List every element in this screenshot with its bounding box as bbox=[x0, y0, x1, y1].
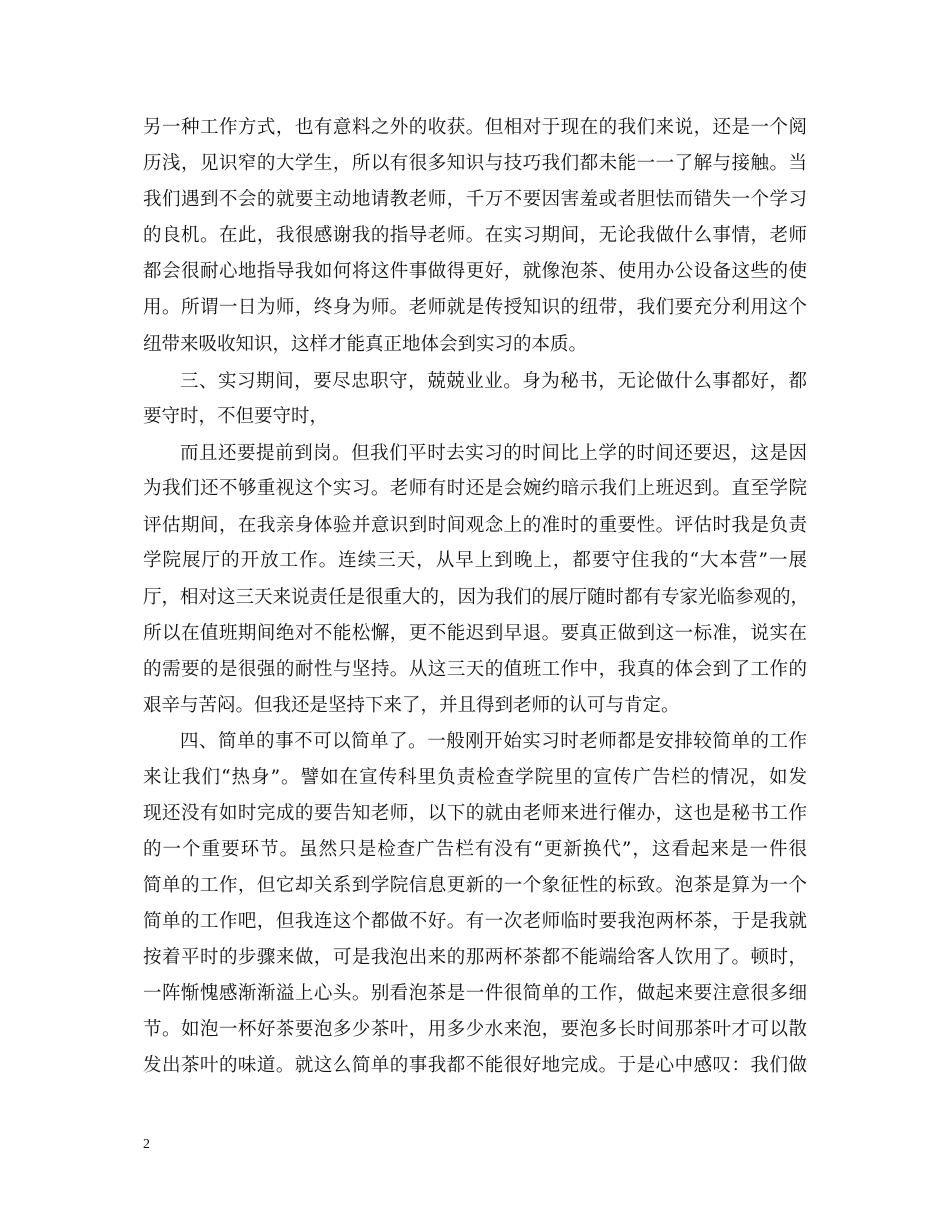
text-line: 按着平时的步骤来做，可是我泡出来的那两杯茶都不能端给客人饮用了。顿时， bbox=[143, 947, 807, 968]
text-line: 纽带来吸收知识，这样才能真正地体会到实习的本质。 bbox=[143, 334, 588, 355]
text-line: 要守时，不但要守时， bbox=[143, 406, 329, 427]
paragraph-start-line: 而且还要提前到岗。但我们平时去实习的时间比上学的时间还要迟，这是因 bbox=[180, 443, 807, 464]
text-line: 现还没有如时完成的要告知老师，以下的就由老师来进行催办，这也是秘书工作 bbox=[143, 803, 807, 824]
text-line: 厅，相对这三天来说责任是很重大的，因为我们的展厅随时都有专家光临参观的， bbox=[143, 587, 810, 608]
text-line: 的良机。在此，我很感谢我的指导老师。在实习期间，无论我做什么事情，老师 bbox=[143, 225, 807, 246]
text-line: 来让我们“热身”。譬如在宣传科里负责检查学院里的宣传广告栏的情况，如发 bbox=[143, 767, 807, 788]
text-line: 发出茶叶的味道。就这么简单的事我都不能很好地完成。于是心中感叹：我们做 bbox=[143, 1055, 807, 1076]
text-line: 简单的工作吧，但我连这个都做不好。有一次老师临时要我泡两杯茶，于是我就 bbox=[143, 911, 807, 932]
text-line: 历浅，见识窄的大学生，所以有很多知识与技巧我们都未能一一了解与接触。当 bbox=[143, 153, 807, 174]
paragraph-start-line: 三、实习期间，要尽忠职守，兢兢业业。身为秘书，无论做什么事都好，都 bbox=[180, 371, 807, 392]
text-line: 的需要的是很强的耐性与坚持。从这三天的值班工作中，我真的体会到了工作的 bbox=[143, 659, 807, 680]
text-line: 的一个重要环节。虽然只是检查广告栏有没有“更新换代”，这看起来是一件很 bbox=[143, 839, 807, 860]
text-line: 节。如泡一杯好茶要泡多少茶叶，用多少水来泡，要泡多长时间那茶叶才可以散 bbox=[143, 1019, 807, 1040]
text-line: 用。所谓一日为师，终身为师。老师就是传授知识的纽带，我们要充分利用这个 bbox=[143, 297, 807, 318]
paragraph-start-line: 四、简单的事不可以简单了。一般刚开始实习时老师都是安排较简单的工作 bbox=[180, 731, 807, 752]
text-line: 另一种工作方式，也有意料之外的收获。但相对于现在的我们来说，还是一个阅 bbox=[143, 117, 807, 138]
text-line: 简单的工作，但它却关系到学院信息更新的一个象征性的标致。泡茶是算为一个 bbox=[143, 875, 807, 896]
text-line: 我们遇到不会的就要主动地请教老师，千万不要因害羞或者胆怯而错失一个学习 bbox=[143, 189, 807, 210]
text-line: 为我们还不够重视这个实习。老师有时还是会婉约暗示我们上班迟到。直至学院 bbox=[143, 478, 807, 499]
text-line: 一阵惭愧感渐渐溢上心头。别看泡茶是一件很简单的工作，做起来要注意很多细 bbox=[143, 983, 807, 1004]
text-line: 学院展厅的开放工作。连续三天，从早上到晚上，都要守住我的“大本营”一展 bbox=[143, 550, 807, 571]
text-line: 都会很耐心地指导我如何将这件事做得更好，就像泡茶、使用办公设备这些的使 bbox=[143, 261, 807, 282]
text-line: 评估期间，在我亲身体验并意识到时间观念上的准时的重要性。评估时我是负责 bbox=[143, 515, 807, 536]
page-number: 2 bbox=[143, 1137, 150, 1152]
text-line: 艰辛与苦闷。但我还是坚持下来了，并且得到老师的认可与肯定。 bbox=[143, 695, 680, 716]
text-line: 所以在值班期间绝对不能松懈，更不能迟到早退。要真正做到这一标准，说实在 bbox=[143, 623, 807, 644]
